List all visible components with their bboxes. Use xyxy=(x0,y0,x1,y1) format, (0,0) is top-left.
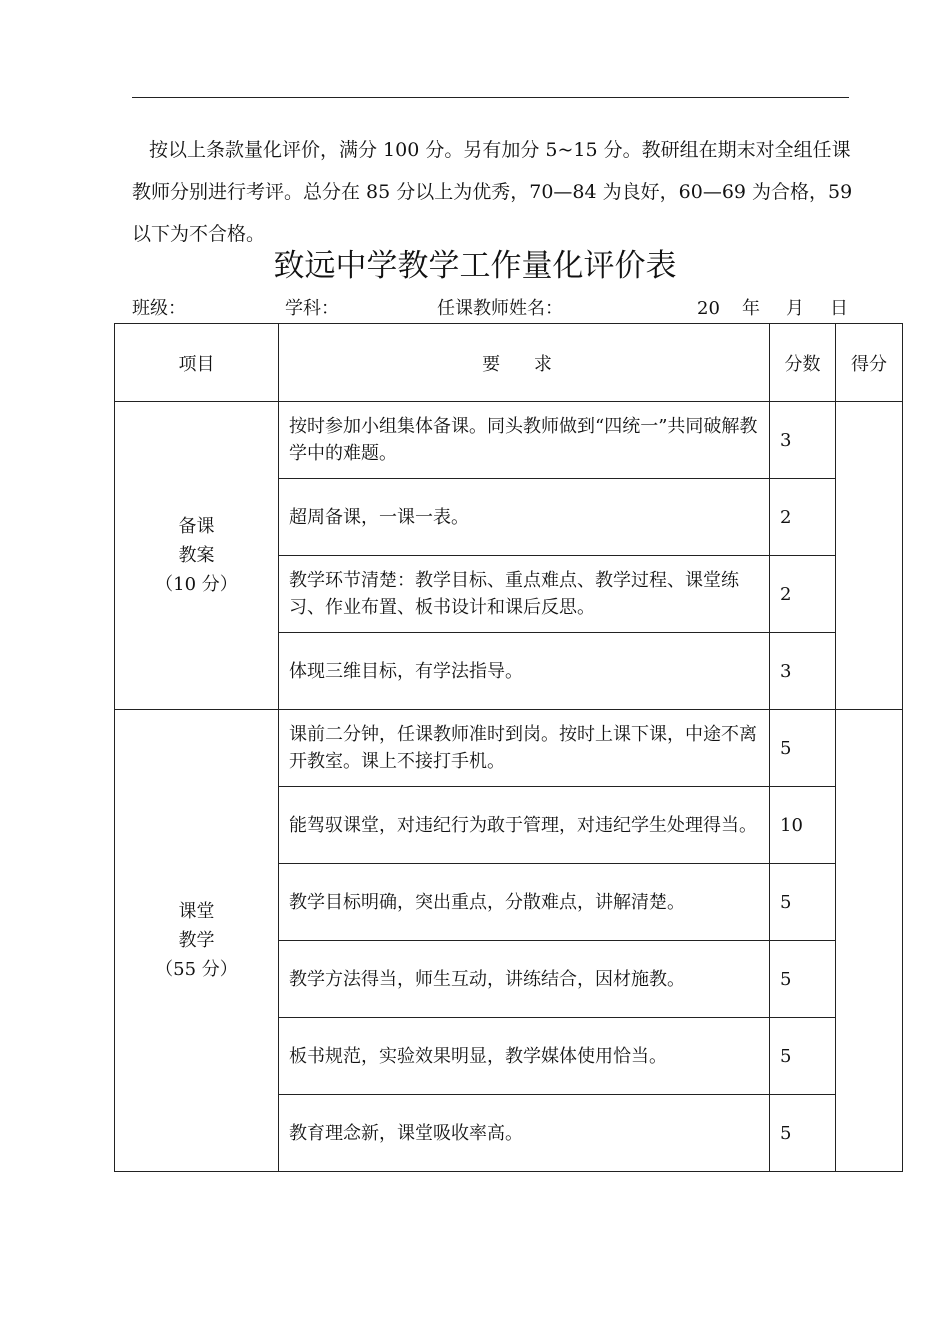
date-year-prefix: 20 xyxy=(697,298,720,319)
top-rule xyxy=(132,97,849,98)
points-cell: 2 xyxy=(770,479,836,556)
requirement-cell: 教学目标明确，突出重点，分散难点，讲解清楚。 xyxy=(279,864,770,941)
evaluation-table xyxy=(114,323,903,1172)
requirement-cell: 教学方法得当，师生互动，讲练结合，因材施教。 xyxy=(279,941,770,1018)
header-item: 项目 xyxy=(115,324,279,402)
category-line: （55 分） xyxy=(155,959,238,980)
requirement-cell: 教育理念新，课堂吸收率高。 xyxy=(279,1095,770,1172)
requirement-cell: 体现三维目标，有学法指导。 xyxy=(279,633,770,710)
header-points: 分数 xyxy=(770,324,836,402)
table-row xyxy=(115,402,903,479)
category-cell-lesson-prep xyxy=(115,402,279,710)
teacher-name-label: 任课教师姓名： xyxy=(437,298,563,319)
points-cell: 5 xyxy=(770,864,836,941)
points-cell: 3 xyxy=(770,402,836,479)
class-label: 班级： xyxy=(132,298,186,319)
date-month-label: 月 xyxy=(786,298,804,319)
points-cell: 5 xyxy=(770,941,836,1018)
requirement-cell: 教学环节清楚：教学目标、重点难点、教学过程、课堂练习、作业布置、板书设计和课后反思。 xyxy=(279,556,770,633)
score-cell-lesson-prep[interactable] xyxy=(836,402,903,710)
date-year-label: 年 xyxy=(742,298,760,319)
subject-label: 学科： xyxy=(285,298,339,319)
info-line xyxy=(132,296,852,322)
requirement-cell: 超周备课，一课一表。 xyxy=(279,479,770,556)
header-requirement xyxy=(279,324,770,402)
table-row xyxy=(115,710,903,787)
requirement-cell: 按时参加小组集体备课。同头教师做到“四统一”共同破解教学中的难题。 xyxy=(279,402,770,479)
header-requirement-label: 要 求 xyxy=(482,353,566,375)
points-cell: 10 xyxy=(770,787,836,864)
requirement-cell: 能驾驭课堂，对违纪行为敢于管理，对违纪学生处理得当。 xyxy=(279,787,770,864)
page-title: 致远中学教学工作量化评价表 xyxy=(273,248,677,284)
category-line: （10 分） xyxy=(155,574,238,595)
score-cell-classroom-teaching[interactable] xyxy=(836,710,903,1172)
header-score: 得分 xyxy=(836,324,903,402)
points-cell: 5 xyxy=(770,710,836,787)
category-line: 备课 xyxy=(178,516,215,537)
points-cell: 5 xyxy=(770,1018,836,1095)
intro-paragraph: 按以上条款量化评价，满分 100 分。另有加分 5~15 分。教研组在期末对全组任课教师分别进行考评。总分在 85 分以上为优秀，70—84 为良好，60—69 为合格，59 以下为不合格。 xyxy=(132,139,853,245)
points-cell: 3 xyxy=(770,633,836,710)
requirement-cell: 课前二分钟，任课教师准时到岗。按时上课下课，中途不离开教室。课上不接打手机。 xyxy=(279,710,770,787)
category-line: 教案 xyxy=(178,545,215,566)
date-day-label: 日 xyxy=(830,298,848,319)
category-cell-classroom-teaching xyxy=(115,710,279,1172)
points-cell: 5 xyxy=(770,1095,836,1172)
category-line: 教学 xyxy=(178,930,215,951)
points-cell: 2 xyxy=(770,556,836,633)
table-header-row xyxy=(115,324,903,402)
requirement-cell: 板书规范，实验效果明显，教学媒体使用恰当。 xyxy=(279,1018,770,1095)
category-line: 课堂 xyxy=(178,901,215,922)
